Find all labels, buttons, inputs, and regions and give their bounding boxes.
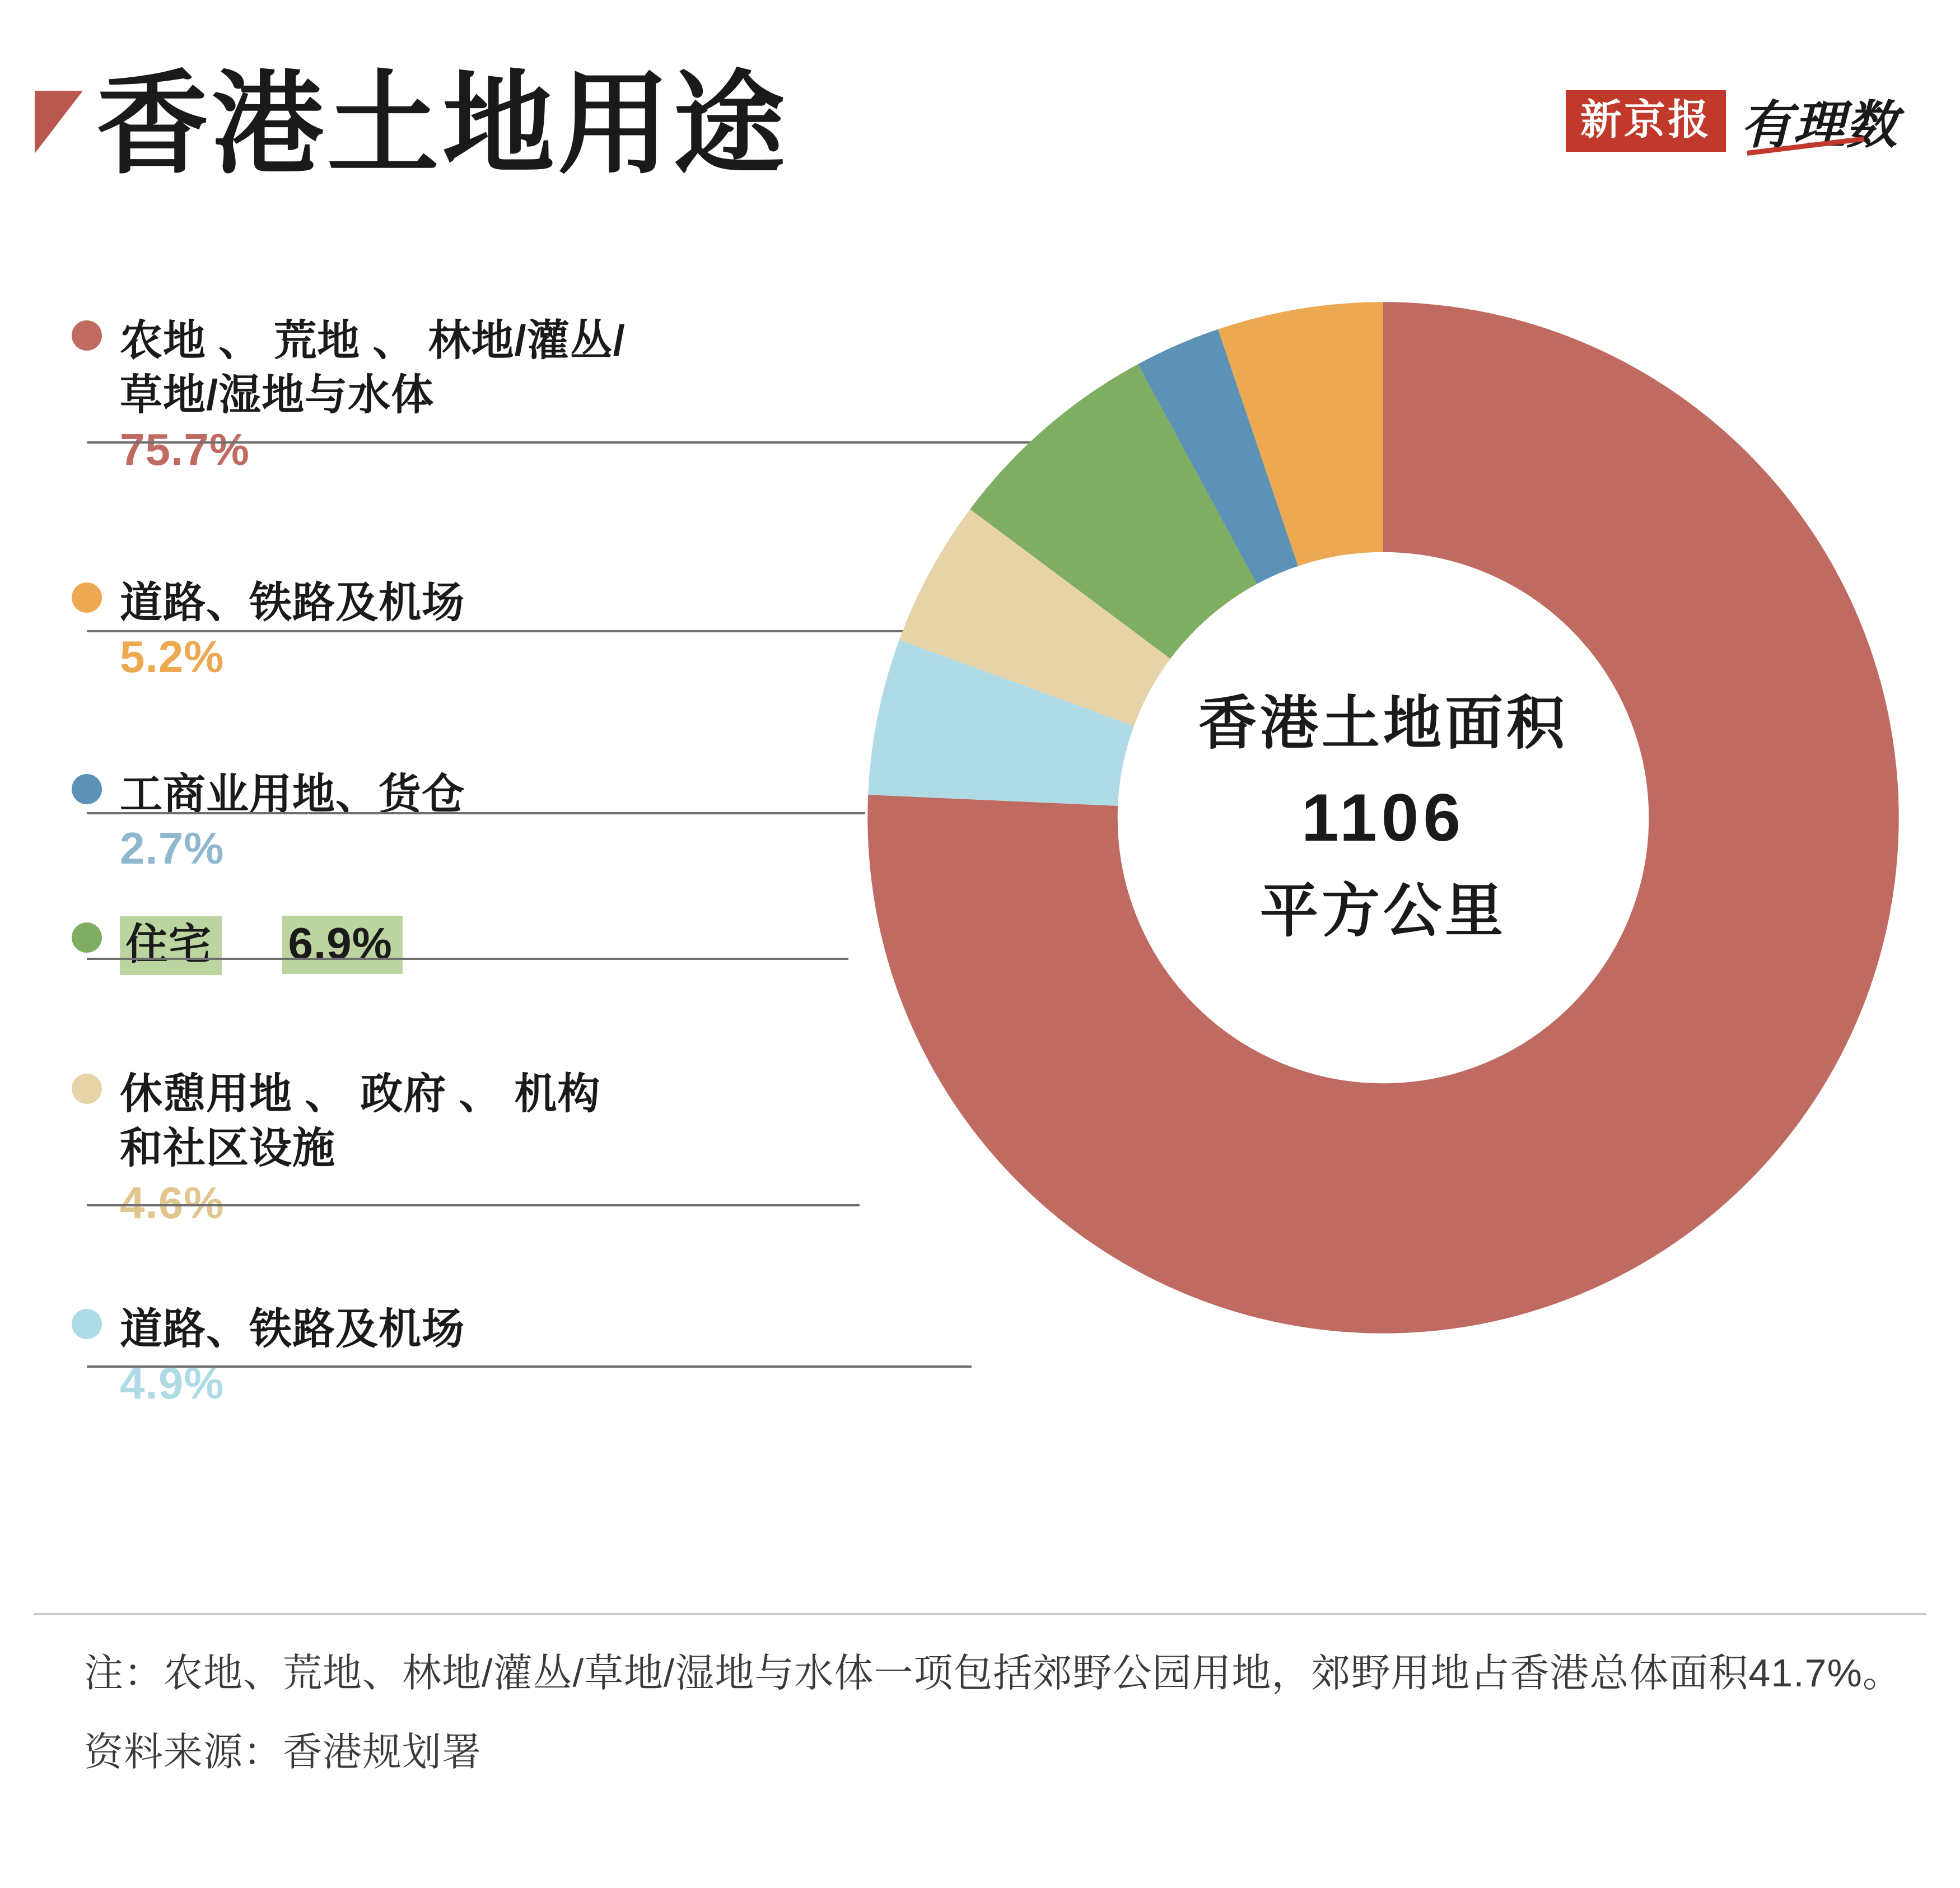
legend-value: 2.7% xyxy=(120,823,225,874)
legend-value: 5.2% xyxy=(120,632,225,682)
legend-value: 4.6% xyxy=(120,1177,225,1228)
center-unit: 平方公里 xyxy=(1259,879,1506,944)
legend-item-transport-blue[interactable] xyxy=(62,1302,465,1410)
brand-logo xyxy=(1566,84,1898,158)
legend-label: 农地 、 荒地 、 林地/灌丛/ xyxy=(120,317,626,365)
legend-swatch-icon xyxy=(72,582,102,613)
title-flag-icon xyxy=(35,91,83,153)
page-title: 香港土地用途 xyxy=(96,62,789,187)
legend-item-industrial[interactable] xyxy=(62,767,465,875)
center-value: 1106 xyxy=(1301,780,1466,855)
legend-item-farmland[interactable] xyxy=(62,314,626,477)
leader-line-6 xyxy=(87,1365,972,1368)
legend-swatch-icon xyxy=(72,1309,102,1339)
legend-swatch-icon xyxy=(72,1074,102,1104)
leader-line-3 xyxy=(87,812,865,814)
leader-line-4 xyxy=(87,958,848,960)
leader-line-2 xyxy=(87,630,977,632)
legend-label: 道路、铁路及机场 xyxy=(120,1306,465,1353)
legend-label: 道路、铁路及机场 xyxy=(120,579,465,627)
footer xyxy=(84,1644,1904,1782)
legend-swatch-icon xyxy=(72,774,102,804)
legend-label: 工商业用地、货仓 xyxy=(120,771,465,818)
header xyxy=(0,39,1960,246)
footer-divider xyxy=(34,1613,1926,1615)
legend-label-line2: 和社区设施 xyxy=(120,1125,335,1173)
legend-swatch-icon xyxy=(72,922,102,953)
legend-value: 75.7% xyxy=(120,424,250,474)
donut-center-label xyxy=(1075,679,1691,957)
source-note: 资料来源：香港规划署 xyxy=(84,1730,482,1774)
legend-swatch-icon xyxy=(72,320,102,351)
brand-column-name xyxy=(1740,84,1898,158)
legend-label: 休憩用地 、 政府 、 机构 xyxy=(120,1070,601,1118)
legend-item-residential[interactable] xyxy=(62,916,403,975)
brand-name: 新京报 xyxy=(1566,90,1726,152)
legend-value: 4.9% xyxy=(120,1358,225,1409)
donut-graphic xyxy=(862,297,1904,1339)
legend-label-highlighted: 住宅 xyxy=(120,916,222,975)
donut-chart xyxy=(0,263,1960,1596)
brand-column-text: 有理数 xyxy=(1740,97,1898,154)
footnote: 注：农地、荒地、林地/灌丛/草地/湿地与水体一项包括郊野公园用地，郊野用地占香港总体面积41.7%。 xyxy=(84,1651,1902,1695)
legend-value-highlighted: 6.9% xyxy=(282,916,402,974)
center-title: 香港土地面积 xyxy=(1198,691,1568,756)
legend-label-line2: 草地/湿地与水体 xyxy=(120,371,435,419)
leader-line-5 xyxy=(87,1204,860,1206)
